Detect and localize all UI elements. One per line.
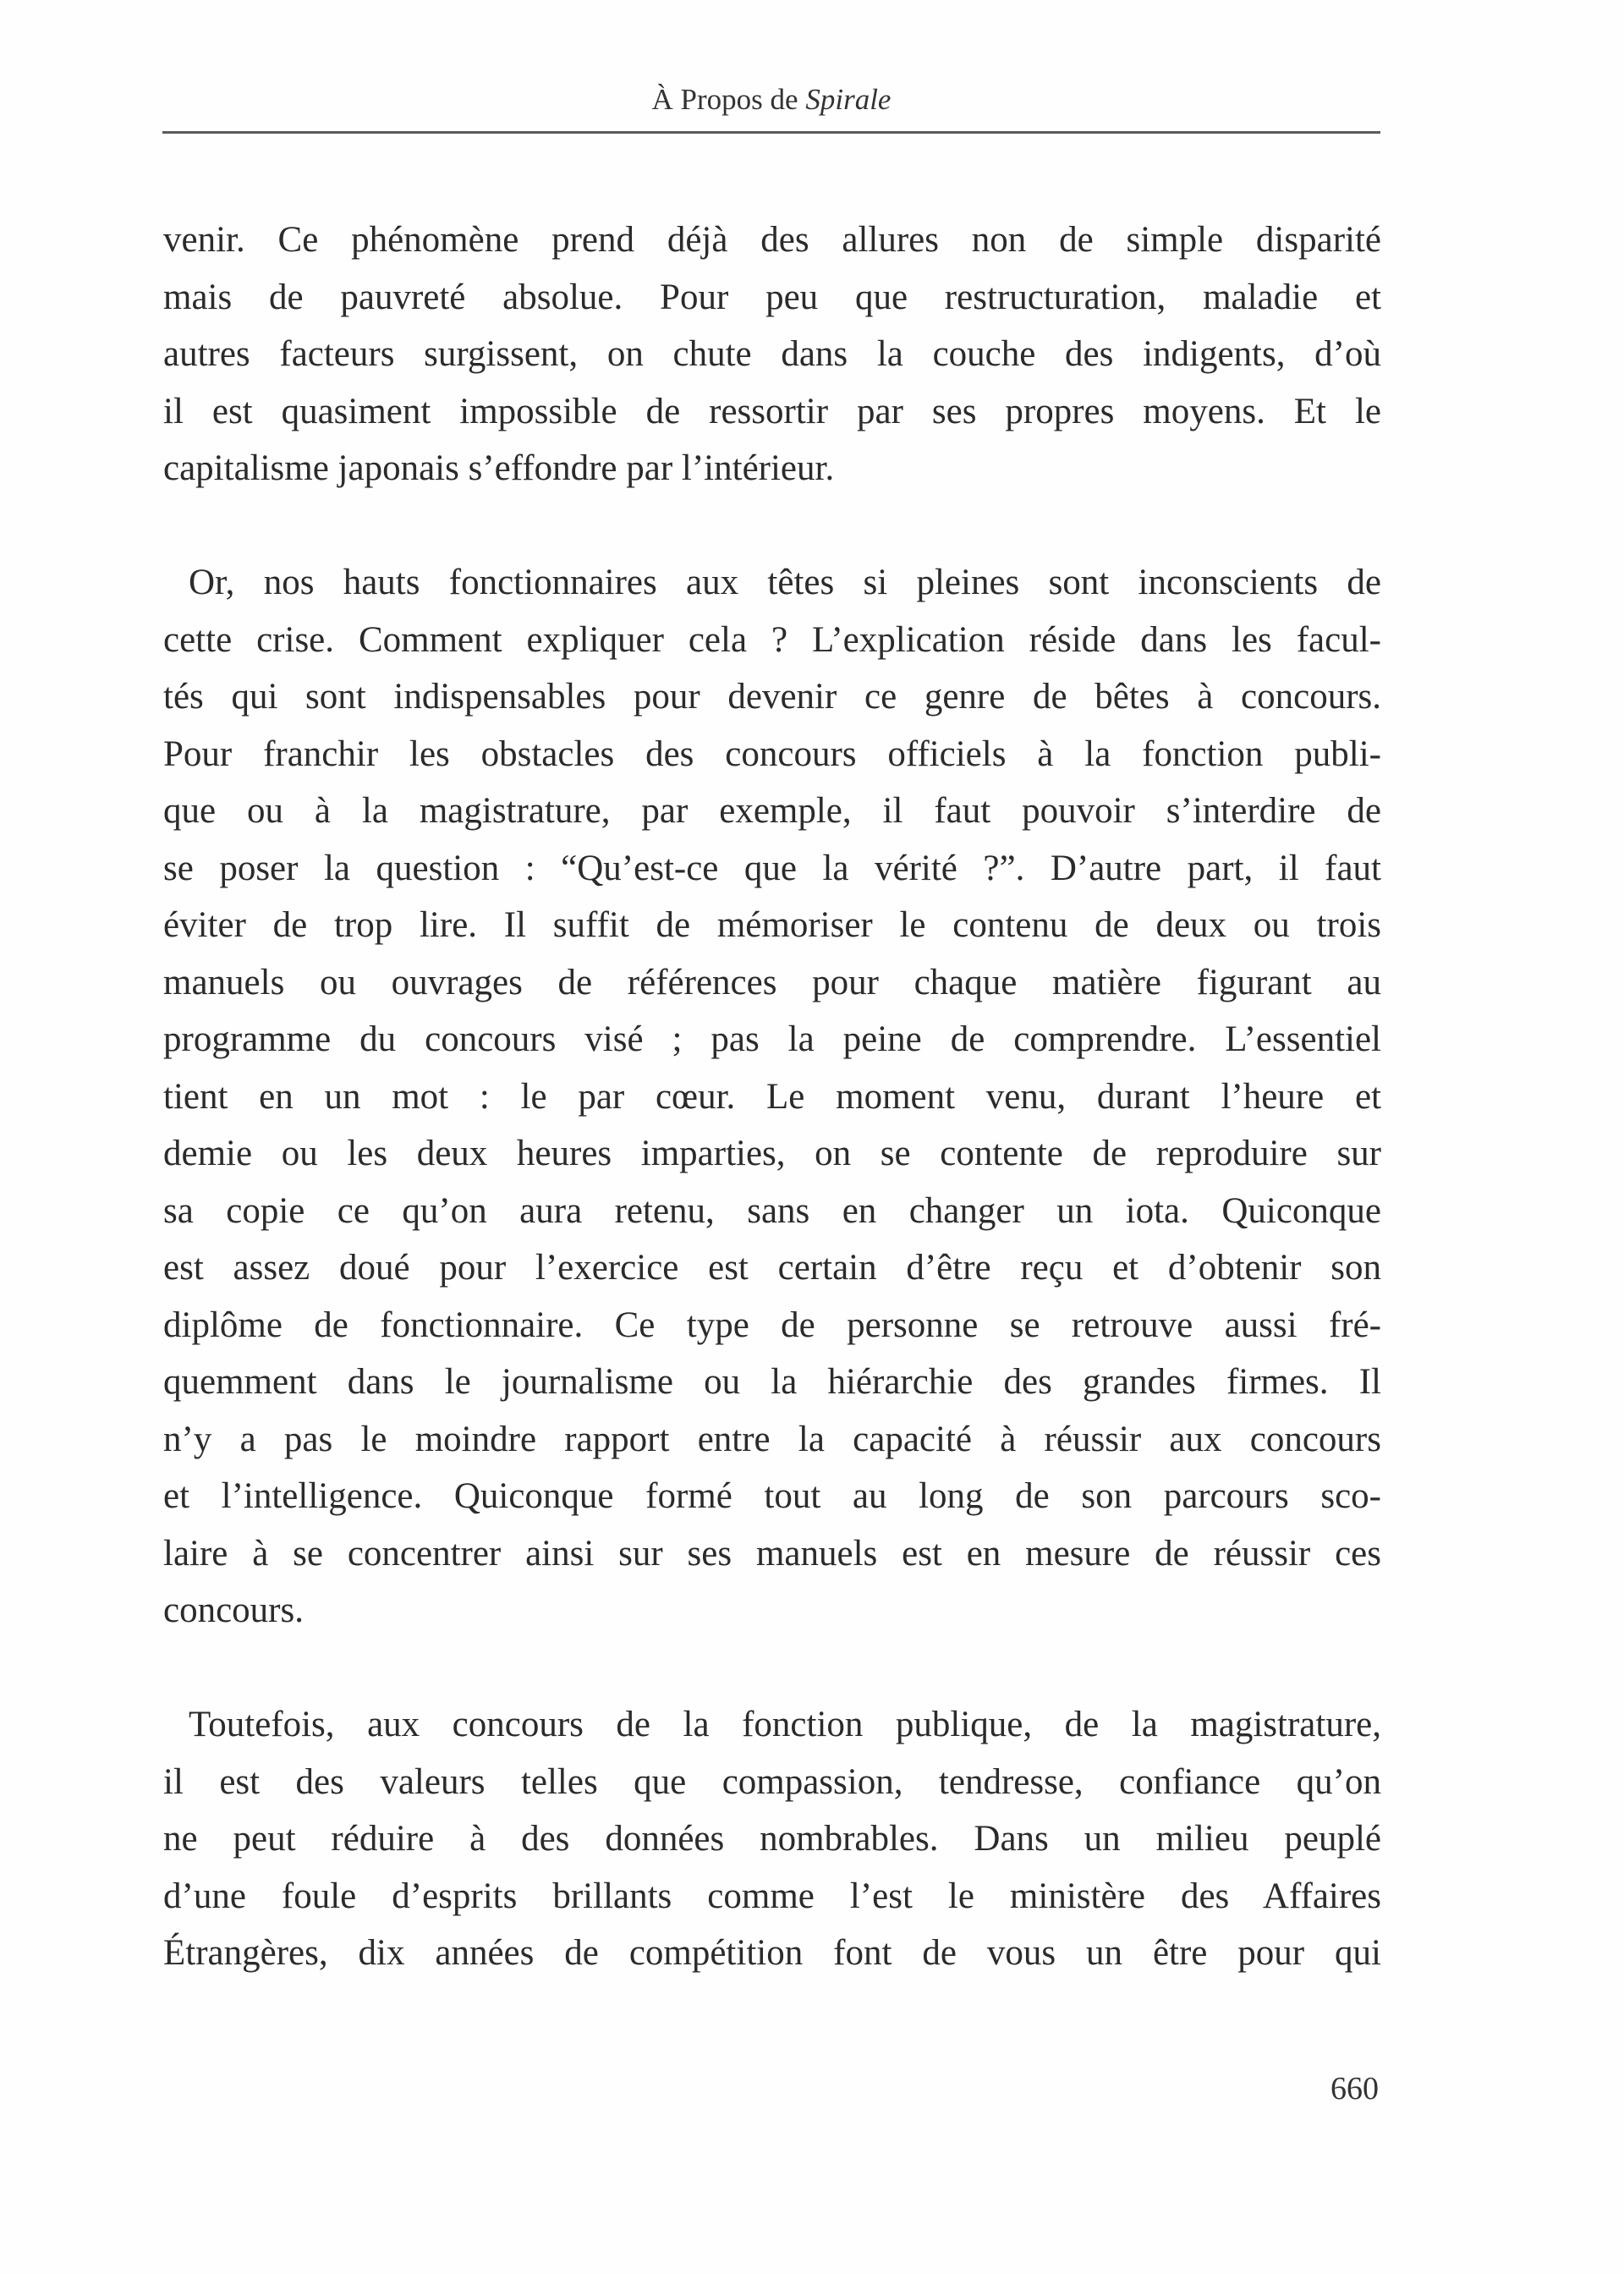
text-line: quemment dans le journalisme ou la hiérarchie des grandes firmes. Il <box>163 1362 1381 1402</box>
running-header-prefix: À Propos de <box>651 83 806 116</box>
text-line: ne peut réduire à des données nombrables. Dans un milieu peuplé <box>163 1819 1381 1859</box>
text-line: éviter de trop lire. Il suffit de mémoriser le contenu de deux ou trois <box>163 905 1381 945</box>
text-line: programme du concours visé ; pas la peine de comprendre. L’essentiel <box>163 1019 1381 1059</box>
text-line: demie ou les deux heures imparties, on se contente de reproduire sur <box>163 1134 1381 1173</box>
text-line: Or, nos hauts fonctionnaires aux têtes si pleines sont inconscients de <box>189 563 1381 602</box>
text-line: laire à se concentrer ainsi sur ses manuels est en mesure de réussir ces <box>163 1533 1381 1574</box>
text-line: mais de pauvreté absolue. Pour peu que restructuration, maladie et <box>163 277 1381 317</box>
paragraph-3 <box>163 1696 1381 1982</box>
text-line: cette crise. Comment expliquer cela ? L’explication réside dans les facul- <box>163 619 1381 660</box>
text-line: et l’intelligence. Quiconque formé tout au long de son parcours sco- <box>163 1476 1381 1516</box>
text-line: venir. Ce phénomène prend déjà des allures non de simple disparité <box>163 220 1381 260</box>
text-line: sa copie ce qu’on aura retenu, sans en changer un iota. Quiconque <box>163 1190 1381 1231</box>
text-line: tés qui sont indispensables pour devenir ce genre de bêtes à concours. <box>163 677 1381 717</box>
text-line: capitalisme japonais s’effondre par l’intérieur. <box>163 448 835 488</box>
text-line: tient en un mot : le par cœur. Le moment venu, durant l’heure et <box>163 1076 1381 1117</box>
paragraph-1 <box>163 211 1381 497</box>
text-line: Pour franchir les obstacles des concours officiels à la fonction publi- <box>163 733 1381 774</box>
text-line: diplôme de fonctionnaire. Ce type de personne se retrouve aussi fré- <box>163 1305 1381 1345</box>
text-line: concours. <box>163 1590 304 1630</box>
text-line: d’une foule d’esprits brillants comme l’est le ministère des Affaires <box>163 1876 1381 1916</box>
header-rule <box>162 131 1380 134</box>
text-line: que ou à la magistrature, par exemple, il faut pouvoir s’interdire de <box>163 791 1381 831</box>
text-line: manuels ou ouvrages de références pour chaque matière figurant au <box>163 962 1381 1002</box>
text-line: n’y a pas le moindre rapport entre la capacité à réussir aux concours <box>163 1419 1381 1459</box>
text-line: Étrangères, dix années de compétition font de vous un être pour qui <box>163 1933 1381 1973</box>
text-line: il est quasiment impossible de ressortir par ses propres moyens. Et le <box>163 391 1381 431</box>
text-line: il est des valeurs telles que compassion, tendresse, confiance qu’on <box>163 1761 1381 1802</box>
running-header <box>162 81 1380 118</box>
page-number: 660 <box>1330 2071 1379 2106</box>
body-text <box>163 211 1381 2039</box>
text-line: est assez doué pour l’exercice est certain d’être reçu et d’obtenir son <box>163 1248 1381 1288</box>
text-line: Toutefois, aux concours de la fonction publique, de la magistrature, <box>189 1705 1381 1744</box>
text-line: autres facteurs surgissent, on chute dans la couche des indigents, d’où <box>163 334 1381 374</box>
text-line: se poser la question : “Qu’est-ce que la vérité ?”. D’autre part, il faut <box>163 848 1381 888</box>
paragraph-2 <box>163 554 1381 1640</box>
running-header-title: Spirale <box>805 83 892 116</box>
